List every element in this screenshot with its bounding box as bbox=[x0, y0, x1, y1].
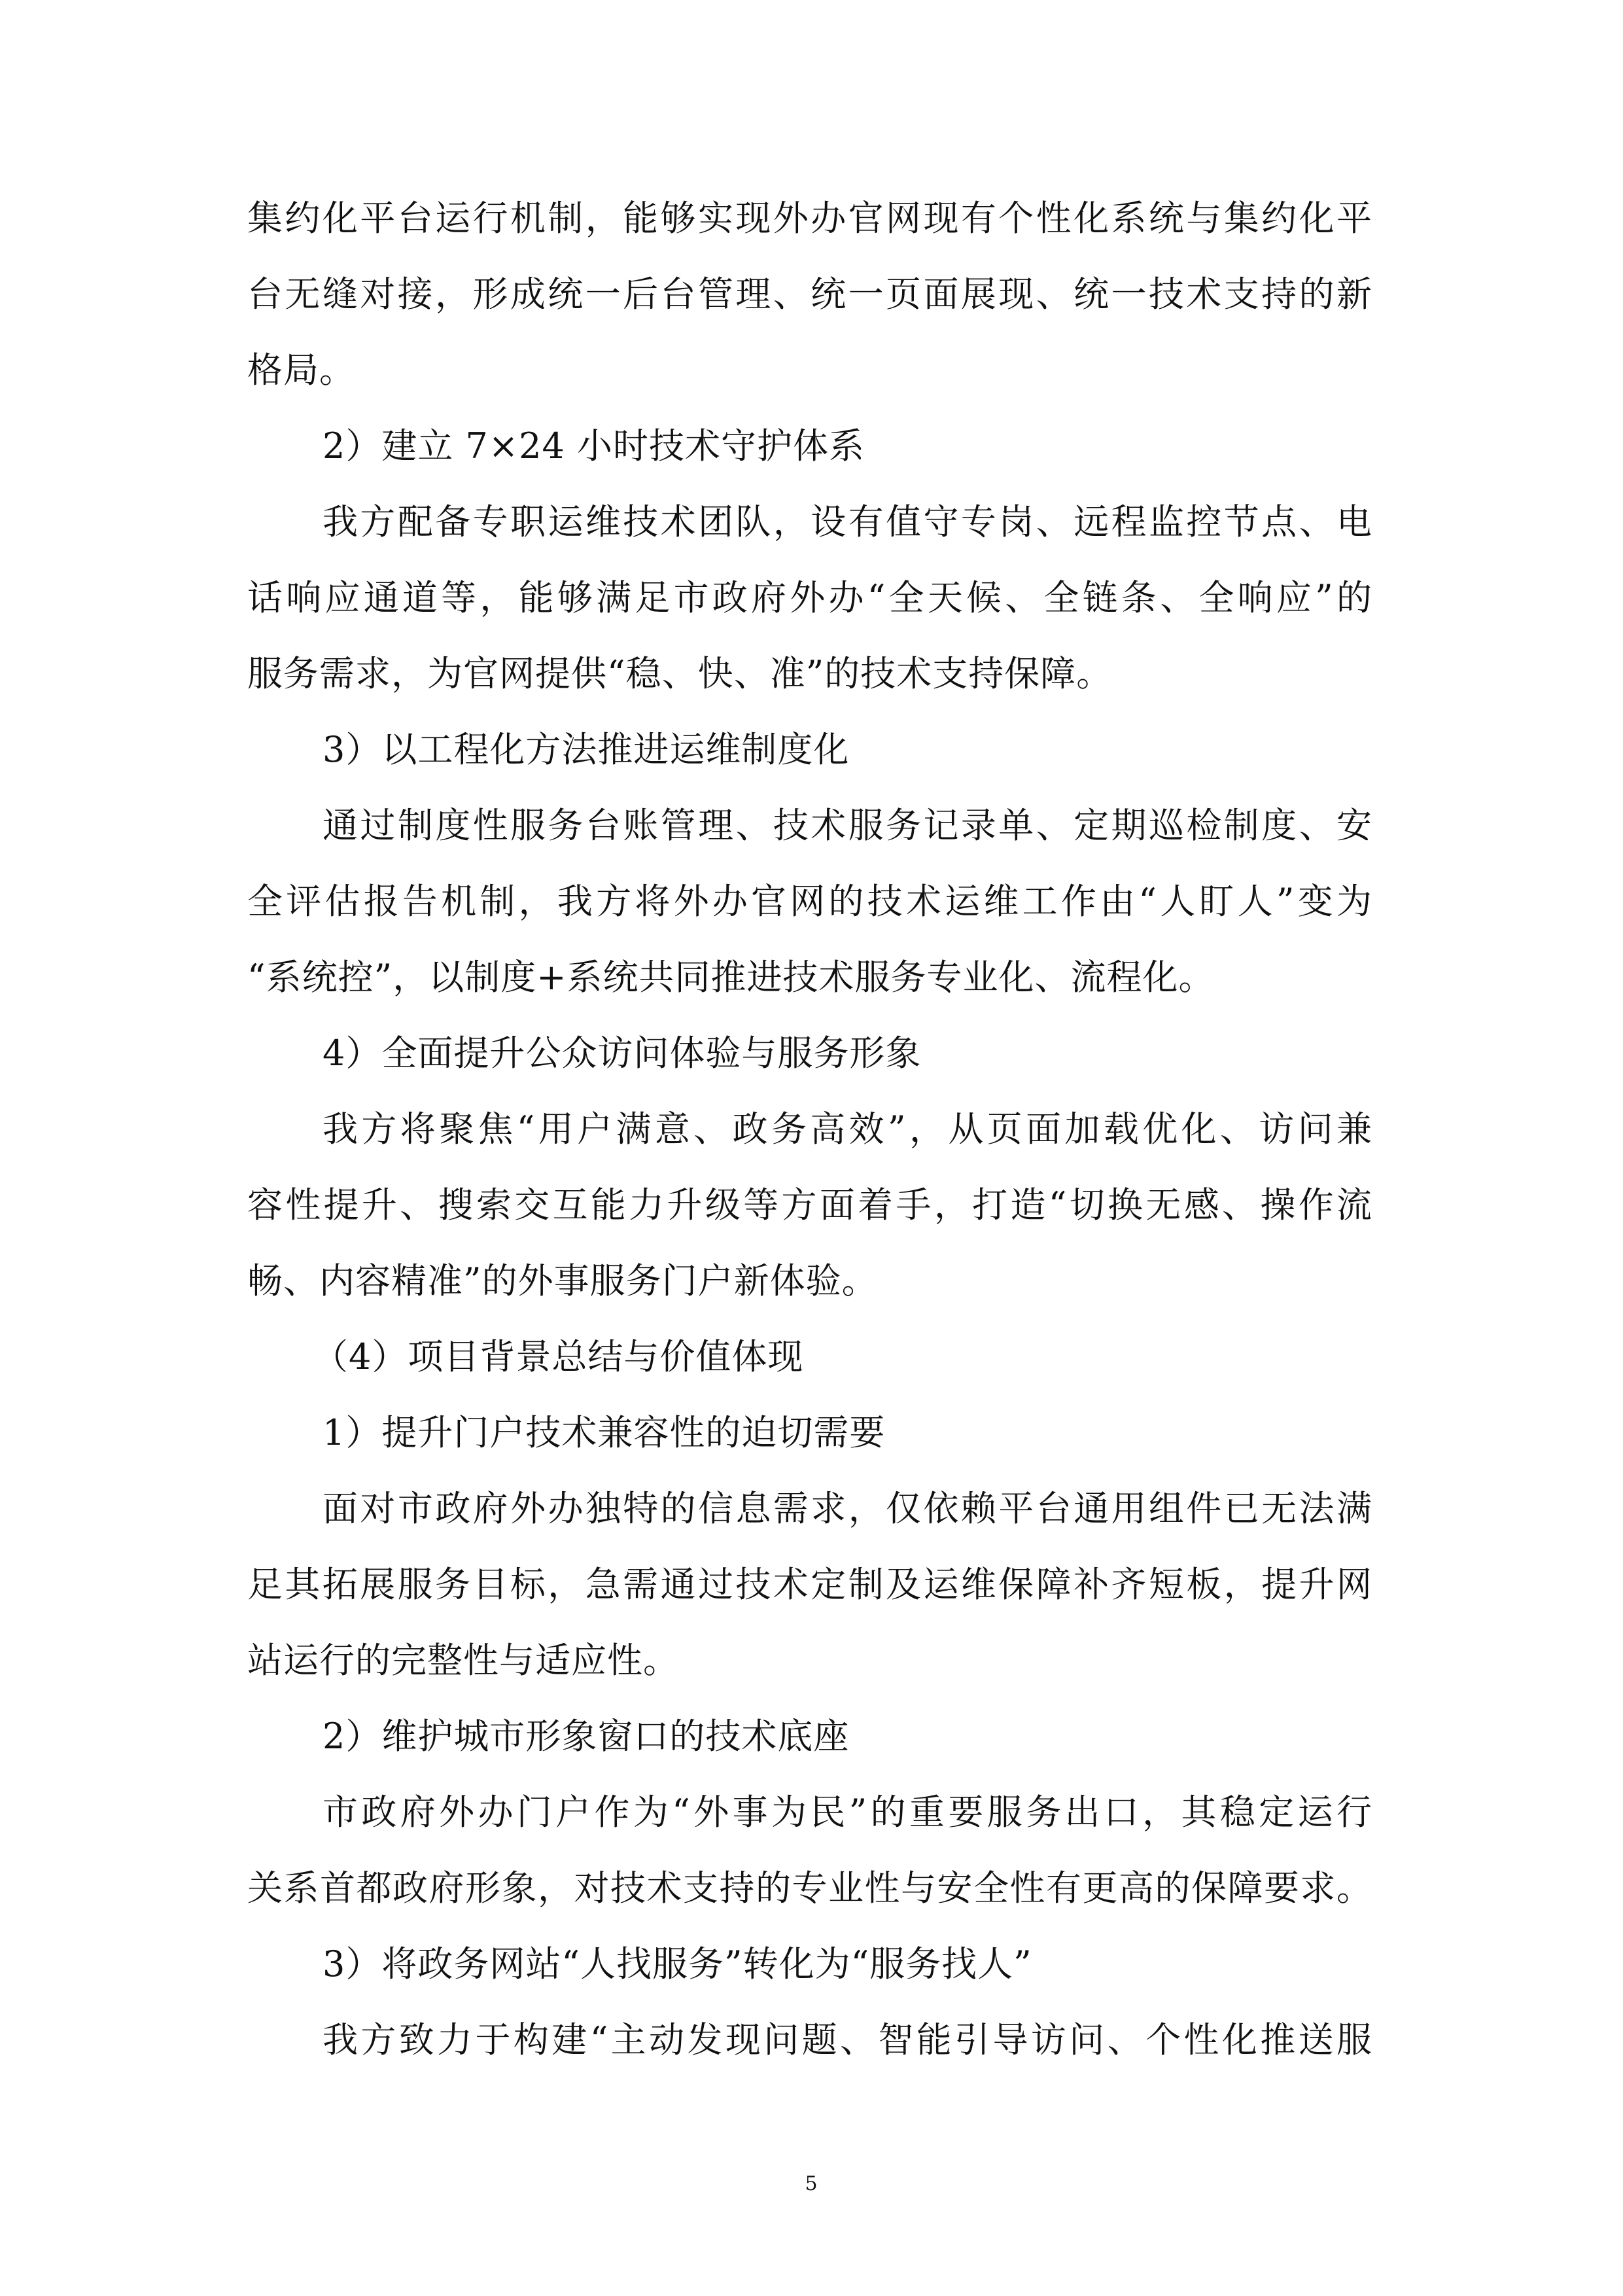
body-text-line: 面对市政府外办独特的信息需求，仅依赖平台通用组件已无法满 bbox=[323, 1488, 1372, 1529]
body-text-line: 容性提升、搜索交互能力升级等方面着手，打造“切换无感、操作流 bbox=[247, 1184, 1372, 1226]
body-text-line: 我方将聚焦“用户满意、政务高效”，从页面加载优化、访问兼 bbox=[323, 1108, 1372, 1150]
body-text-line: 足其拓展服务目标，急需通过技术定制及运维保障补齐短板，提升网 bbox=[247, 1564, 1372, 1605]
section-heading: （4）项目背景总结与价值体现 bbox=[313, 1336, 804, 1377]
body-text-line: 站运行的完整性与适应性。 bbox=[247, 1640, 679, 1681]
list-heading: 4）全面提升公众访问体验与服务形象 bbox=[323, 1033, 922, 1074]
body-text-line: 集约化平台运行机制，能够实现外办官网现有个性化系统与集约化平 bbox=[247, 198, 1372, 239]
list-heading: 2）维护城市形象窗口的技术底座 bbox=[323, 1716, 850, 1757]
body-text-line: 我方配备专职运维技术团队，设有值守专岗、远程监控节点、电 bbox=[323, 501, 1372, 542]
body-text-line: 市政府外办门户作为“外事为民”的重要服务出口，其稳定运行 bbox=[323, 1792, 1372, 1833]
body-text-line: 台无缝对接，形成统一后台管理、统一页面展现、统一技术支持的新 bbox=[247, 274, 1372, 315]
body-text-line: 全评估报告机制，我方将外办官网的技术运维工作由“人盯人”变为 bbox=[247, 881, 1372, 922]
list-heading: 3）以工程化方法推进运维制度化 bbox=[323, 729, 850, 770]
body-text-line: 通过制度性服务台账管理、技术服务记录单、定期巡检制度、安 bbox=[323, 805, 1372, 846]
body-text-line: 服务需求，为官网提供“稳、快、准”的技术支持保障。 bbox=[247, 653, 1113, 694]
body-text-line: 关系首都政府形象，对技术支持的专业性与安全性有更高的保障要求。 bbox=[247, 1867, 1372, 1909]
list-heading: 1）提升门户技术兼容性的迫切需要 bbox=[323, 1412, 886, 1453]
body-text-line: 畅、内容精准”的外事服务门户新体验。 bbox=[247, 1260, 878, 1301]
body-text-line: “系统控”，以制度+系统共同推进技术服务专业化、流程化。 bbox=[247, 957, 1215, 998]
body-text-line: 我方致力于构建“主动发现问题、智能引导访问、个性化推送服 bbox=[323, 2019, 1372, 2060]
body-text-line: 格局。 bbox=[247, 349, 355, 391]
list-heading: 2）建立 7×24 小时技术守护体系 bbox=[323, 425, 865, 467]
page-number: 5 bbox=[805, 2172, 818, 2195]
list-heading: 3）将政务网站“人找服务”转化为“服务找人” bbox=[323, 1943, 1032, 1985]
body-text-line: 话响应通道等，能够满足市政府外办“全天候、全链条、全响应”的 bbox=[247, 577, 1372, 618]
